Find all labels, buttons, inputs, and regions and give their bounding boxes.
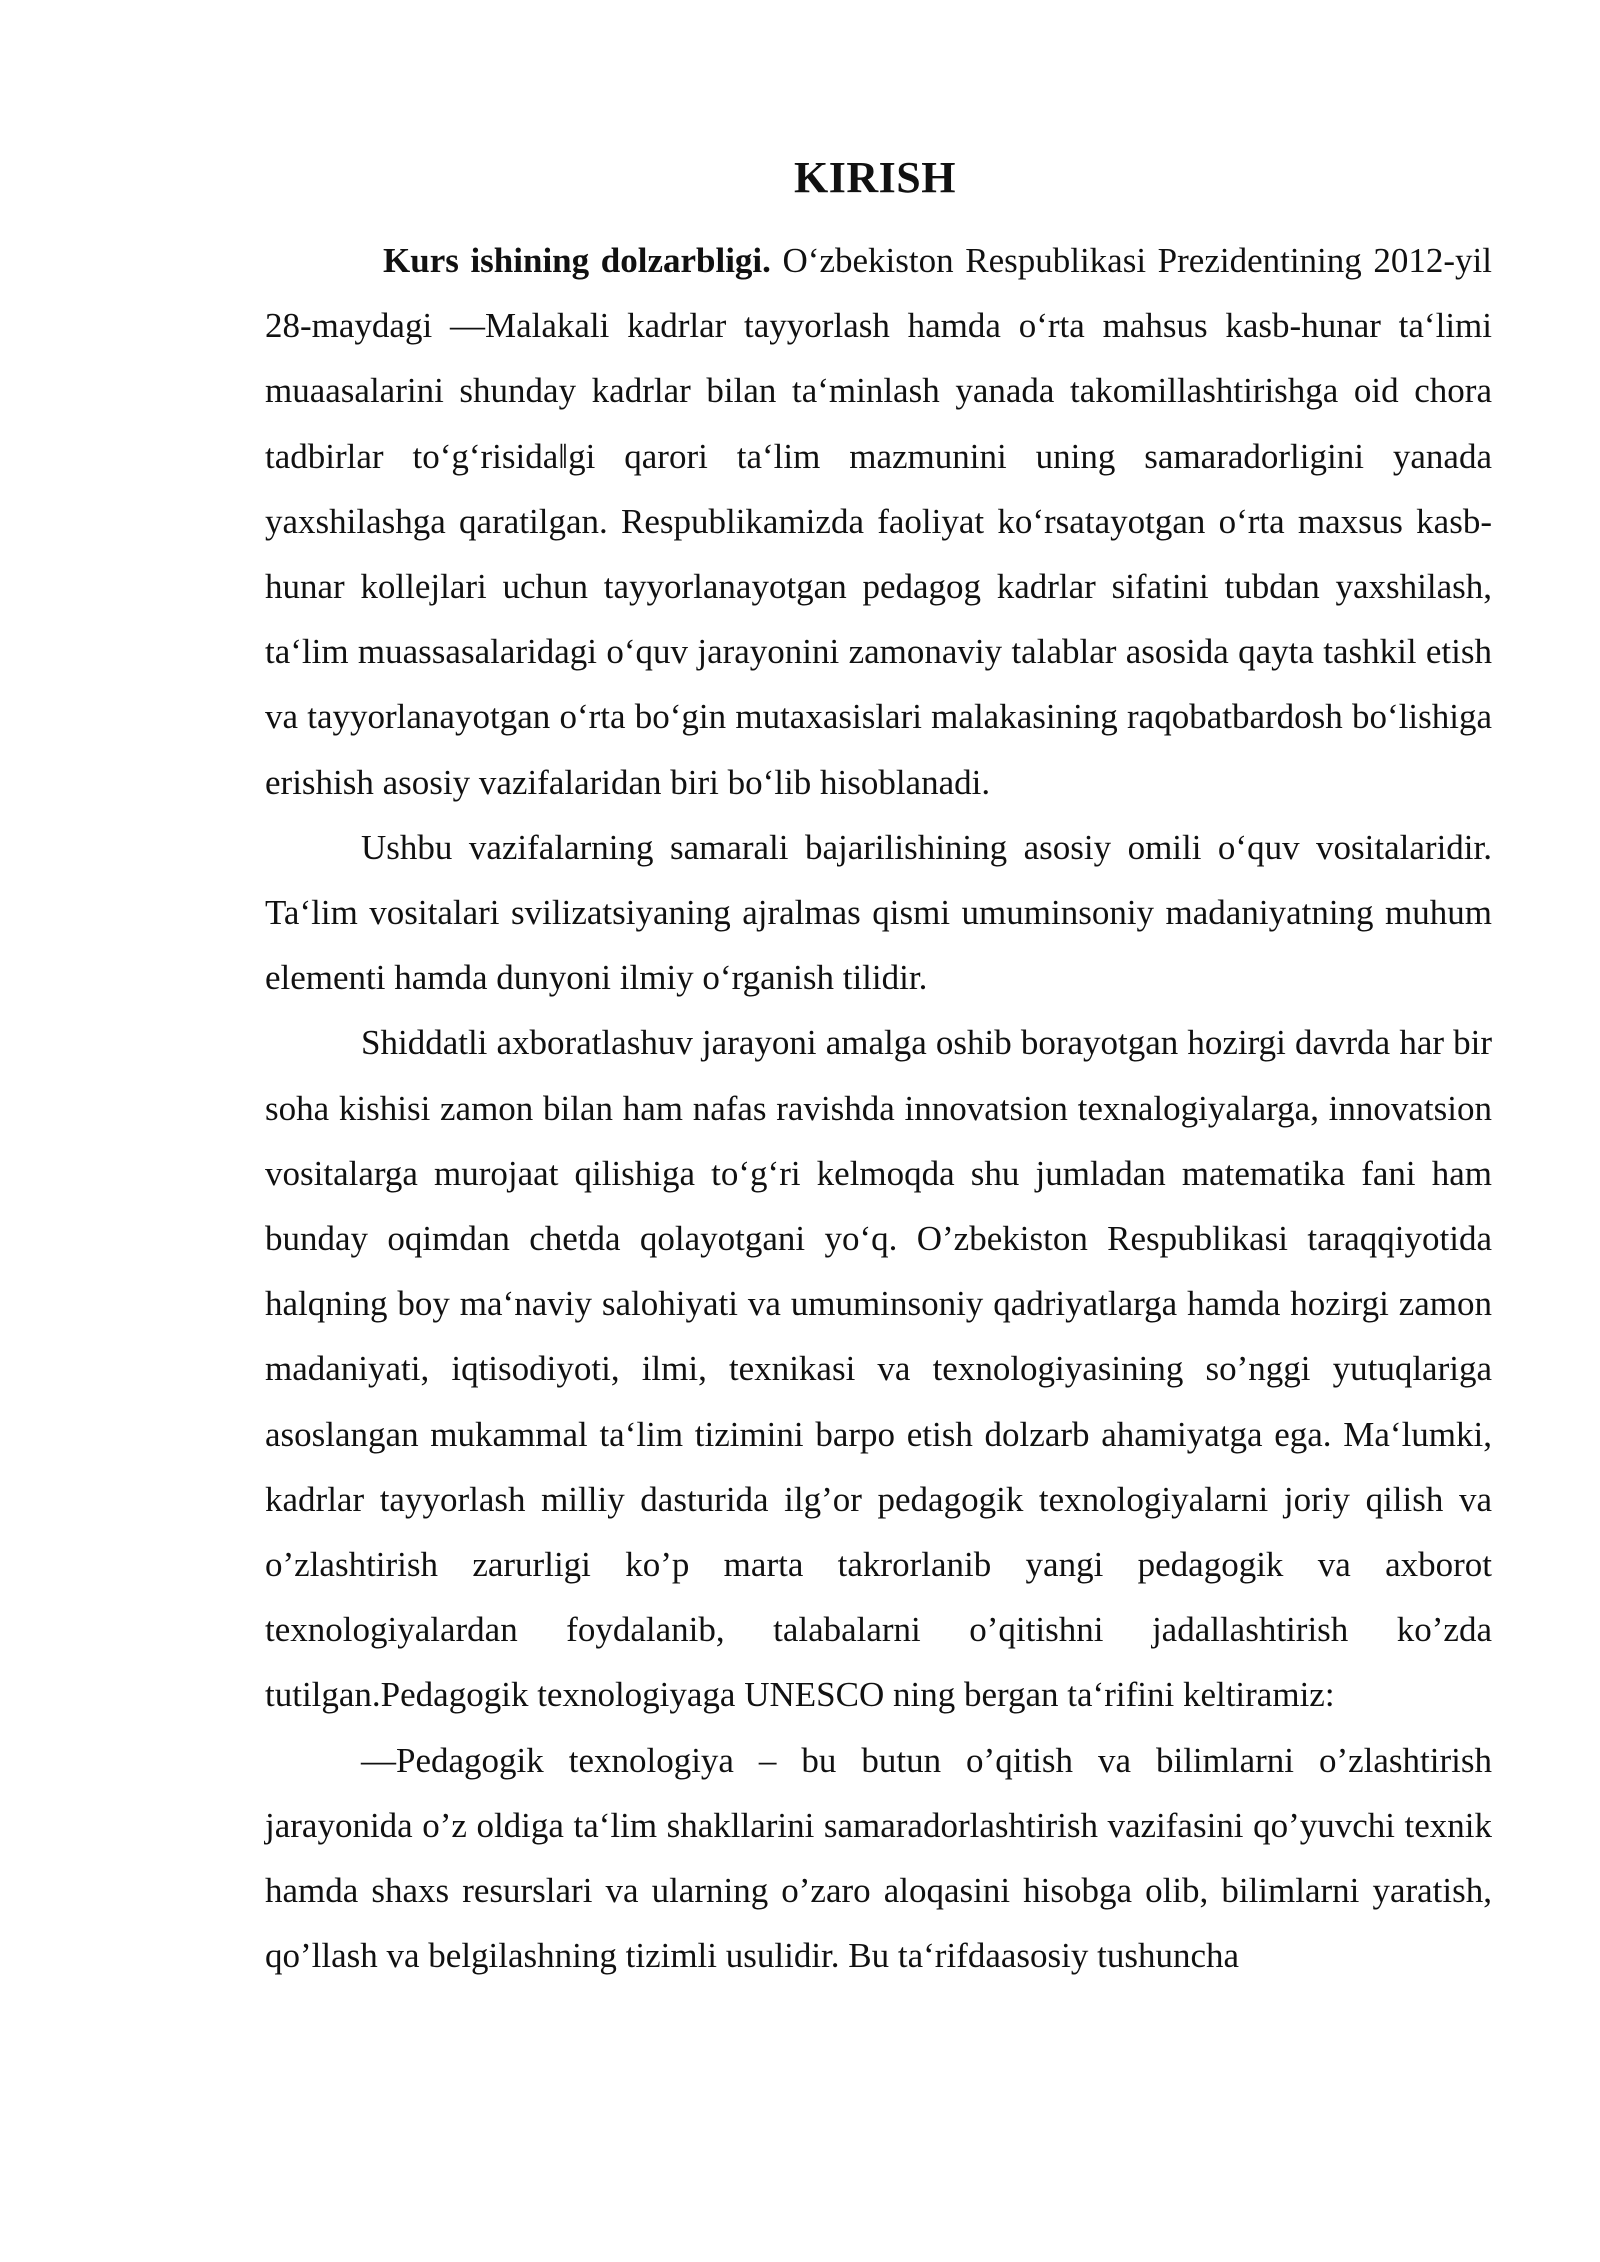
paragraph-2: Ushbu vazifalarning samarali bajarilishining asosiy omili o‘quv vositalaridir. Ta‘lim vositalari svilizatsiyaning ajralmas qismi umuminsoniy madaniyatning muhum elementi hamda dunyoni ilmiy o‘rganish tilidir.: [265, 827, 1492, 998]
page-title: KIRISH: [794, 153, 956, 202]
paragraph-1: [265, 228, 1492, 815]
paragraph-3: Shiddatli axboratlashuv jarayoni amalga oshib borayotgan hozirgi davrda har bir soha kishisi zamon bilan ham nafas ravishda innovatsion texnalogiyalarga, innovatsion vositalarga murojaat qilishiga to‘g‘ri kelmoqda shu jumladan matematika fani ham bunday oqimdan chetda qolayotgani yo‘q. O’zbekiston Respublikasi taraqqiyotida halqning boy ma‘naviy salohiyati va umuminsoniy qadriyatlarga hamda hozirgi zamon madaniyati, iqtisodiyoti, ilmi, texnikasi va texnologiyasining so’nggi yutuqlariga asoslangan mukammal ta‘lim tizimini barpo etish dolzarb ahamiyatga ega. Ma‘lumki, kadrlar tayyorlash milliy dasturida ilg’or pedagogik texnologiyalarni joriy qilish va o’zlashtirish zarurligi ko’p marta takrorlanib yangi pedagogik va axborot texnologiyalardan foydalanib, talabalarni o’qitishni jadallashtirish ko’zda tutilgan.Pedagogik texnologiyaga UNESCO ning bergan ta‘rifini keltiramiz:: [265, 1023, 1492, 1715]
document-body: [265, 228, 1492, 1988]
paragraph-1-lead: Kurs ishining dolzarbligi.: [383, 241, 771, 280]
paragraph-1-text: O‘zbekiston Respublikasi Prezidentining 2012-yil 28-maydagi ―Malakali kadrlar tayyorlash hamda o‘rta mahsus kasb-hunar ta‘limi muaasalarini shunday kadrlar bilan ta‘minlash yanada takomillashtirishga oid chora tadbirlar to‘g‘risida‖gi qarori ta‘lim mazmunini uning samaradorligini yanada yaxshilashga qaratilgan. Respublikamizda faoliyat ko‘rsatayotgan o‘rta maxsus kasb-hunar kollejlari uchun tayyorlanayotgan pedagog kadrlar sifatini tubdan yaxshilash, ta‘lim muassasalaridagi o‘quv jarayonini zamonaviy talablar asosida qayta tashkil etish va tayyorlanayotgan o‘rta bo‘gin mutaxasislari malakasining raqobatbardosh bo‘lishiga erishish asosiy vazifalaridan biri bo‘lib hisoblanadi.: [265, 241, 1493, 802]
paragraph-4: ―Pedagogik texnologiya – bu butun o’qitish va bilimlarni o’zlashtirish jarayonida o’z oldiga ta‘lim shakllarini samaradorlashtirish vazifasini qo’yuvchi texnik hamda shaxs resurslari va ularning o’zaro aloqasini hisobga olib, bilimlarni yaratish, qo’llash va belgilashning tizimli usulidir. Bu ta‘rifdaasosiy tushuncha: [265, 1740, 1492, 1976]
